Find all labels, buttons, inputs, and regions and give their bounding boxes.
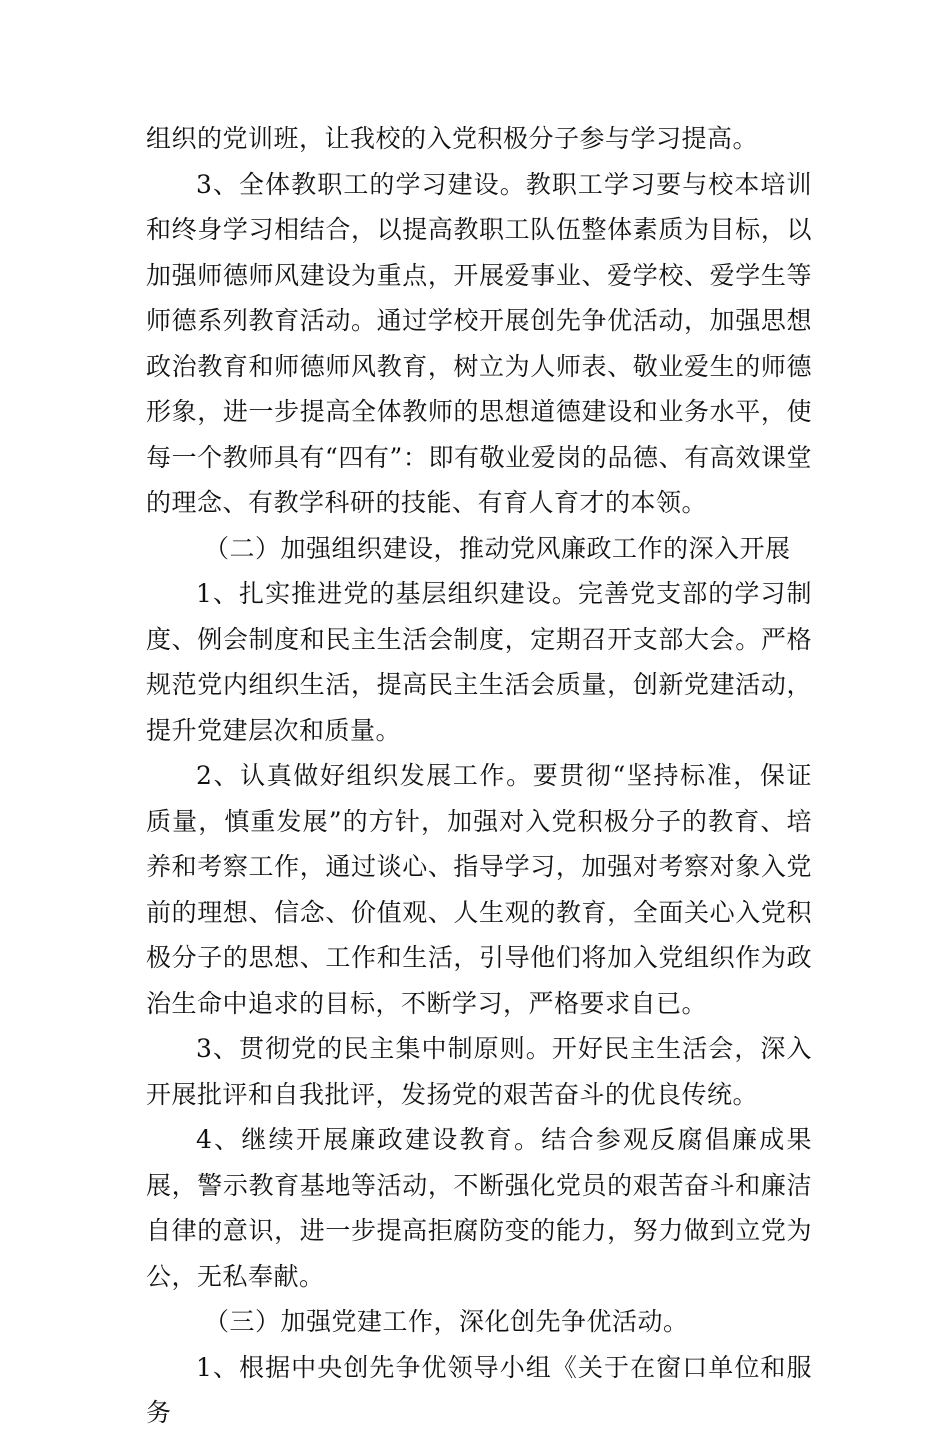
paragraph-democratic-centralism: 3、贯彻党的民主集中制原则。开好民主生活会，深入开展批评和自我批评，发扬党的艰苦奋斗的优良传统。 (146, 1034, 812, 1109)
section-heading-party-building: （三）加强党建工作，深化创先争优活动。 (204, 1307, 689, 1336)
document-body (146, 116, 812, 1436)
paragraph-staff-study: 3、全体教职工的学习建设。教职工学习要与校本培训和终身学习相结合，以提高教职工队伍整体素质为目标，以加强师德师风建设为重点，开展爱事业、爱学校、爱学生等师德系列教育活动。通过学校开展创先争优活动，加强思想政治教育和师德师风教育，树立为人师表、敬业爱生的师德形象，进一步提高全体教师的思想道德建设和业务水平，使每一个教师具有“四有”：即有敬业爱岗的品德、有高效课堂的理念、有教学科研的技能、有育人育才的本领。 (146, 169, 812, 517)
section-heading-organization: （二）加强组织建设，推动党风廉政工作的深入开展 (204, 533, 791, 563)
paragraph-organization-development: 2、认真做好组织发展工作。要贯彻“坚持标准，保证质量，慎重发展”的方针，加强对入党积极分子的教育、培养和考察工作，通过谈心、指导学习，加强对考察对象入党前的理想、信念、价值观、人生观的教育，全面关心入党积极分子的思想、工作和生活，引导他们将加入党组织作为政治生命中追求的目标，不断学习，严格要求自已。 (146, 761, 812, 1018)
paragraph-central-group: 1、根据中央创先争优领导小组《关于在窗口单位和服务 (146, 1352, 812, 1427)
paragraph-continuation: 组织的党训班，让我校的入党积极分子参与学习提高。 (146, 124, 759, 153)
paragraph-integrity-education: 4、继续开展廉政建设教育。结合参观反腐倡廉成果展，警示教育基地等活动，不断强化党员的艰苦奋斗和廉洁自律的意识，进一步提高拒腐防变的能力，努力做到立党为公，无私奉献。 (146, 1125, 812, 1291)
paragraph-grassroots-organization: 1、扎实推进党的基层组织建设。完善党支部的学习制度、例会制度和民主生活会制度，定期召开支部大会。严格规范党内组织生活，提高民主生活会质量，创新党建活动，提升党建层次和质量。 (146, 579, 812, 745)
